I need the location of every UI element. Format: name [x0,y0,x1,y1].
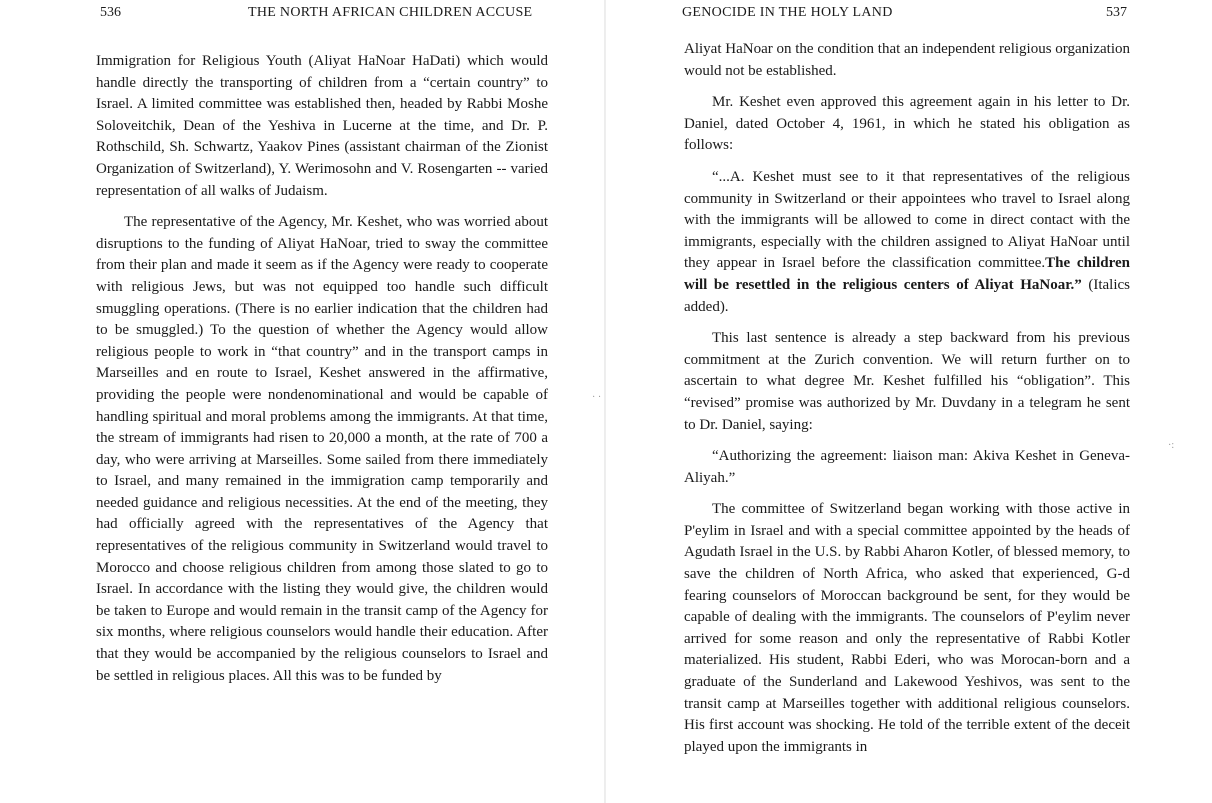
right-paragraph-6: The committee of Switzerland began working with those active in P'eylim in Israel and with a special committee appointed by the heads of Agudath Israel in the U.S. by Rabbi Aharon Kotler, of blessed memory, to save the children of North Africa, who asked that experienced, G-d fearing counselors of Moroccan background be sent, for they would be capable of dealing with the immigrants. The counselors of P'eylim never arrived for some reason and only the representative of Rabbi Kotler materialized. His student, Rabbi Ederi, who was Morocan-born and a graduate of the Sunderland and Lakewood Yeshivos, was sent to the transit camp at Marseilles together with additional religious counselors. His first account was shocking. He told of the terrible extent of the deceit played upon the immigrants in [684,501,1130,755]
left-running-head: THE NORTH AFRICAN CHILDREN ACCUSE [248,5,533,20]
scan-speck: · · [592,392,602,403]
left-paragraph-2: The representative of the Agency, Mr. Keshet, who was worried about disruptions to the funding of Aliyat HaNoar, tried to sway the committee from their plan and made it seem as if the Agency were ready to cooperate with religious Jews, but was not equipped too handle such difficult smuggling operations. (There is no earlier indication that the children had to be smuggled.) To the question of whether the Agency would allow religious people to work in “that country” and in the transport camps in Marseilles and en route to Israel, Keshet answered in the affirmative, providing the people were nondenominational and would be capable of handling spiritual and moral problems among the immigrants. At that time, the stream of immigrants had risen to 20,000 a month, at the rate of 700 a day, who were arriving at Marseilles. Some sailed from there immediately to Israel, and many remained in the immigration camp temporarily and needed guidance and religious necessities. At the end of the meeting, they had officially agreed with the representatives of the Agency that representatives of the religious community in Switzerland would travel to Morocco and choose religious children from among those slated to go to Israel. In accordance with the listing they would give, the children would be taken to Europe and would remain in the transit camp of the Agency for six months, where religious counselors would handle their education. After that they would be accompanied by the religious counselors to Israel and be settled in religious places. All this was to be funded by [96,214,548,684]
left-paragraph-1: Immigration for Religious Youth (Aliyat HaNoar HaDati) which would handle directly the transporting of children from a “certain country” to Israel. A limited committee was established then, headed by Rabbi Moshe Soloveitchik, Dean of the Yeshiva in Lucerne at the time, and Dr. P. Rothschild, Sh. Schwartz, Yaakov Pines (assistant chairman of the Zionist Organization of Switzerland), Y. Werimosohn and V. Rosengarten -- varied representation of all walks of Judaism. [96,53,548,199]
scan-speck: ·: [1168,440,1175,451]
right-running-head: GENOCIDE IN THE HOLY LAND [682,5,893,20]
right-paragraph-2: Mr. Keshet even approved this agreement again in his letter to Dr. Daniel, dated October 4, 1961, in which he stated his obligation as follows: [684,94,1130,154]
italics-note: (Italics added). [684,276,1130,315]
quote-text: “...A. Keshet must see to it that representatives of the religious community in Switzerland or their appointees who travel to Israel along with the immigrants will be allowed to come in direct contact with the immigrants, especially with the children assigned to Aliyat HaNoar until they appear in Israel before the classification committee. [684,168,1130,272]
left-body-text [96,51,548,687]
right-paragraph-3 [684,167,1130,318]
left-page-number: 536 [100,5,121,20]
right-page-number: 537 [1106,5,1127,20]
emphasized-quote: The children will be resettled in the religious centers of Aliyat HaNoar.” [684,255,1130,293]
right-body-text [684,39,1130,758]
right-paragraph-5: “Authorizing the agreement: liaison man: Akiva Keshet in Geneva- Aliyah.” [684,448,1130,486]
right-paragraph-4: This last sentence is already a step backward from his previous commitment at the Zurich convention. We will return further on to ascertain to what degree Mr. Keshet fulfilled his “obligation”. This “revised” promise was authorized by Mr. Duvdany in a telegram he sent to Dr. Daniel, saying: [684,330,1130,433]
right-paragraph-1: Aliyat HaNoar on the condition that an independent religious organization would not be established. [684,41,1130,79]
